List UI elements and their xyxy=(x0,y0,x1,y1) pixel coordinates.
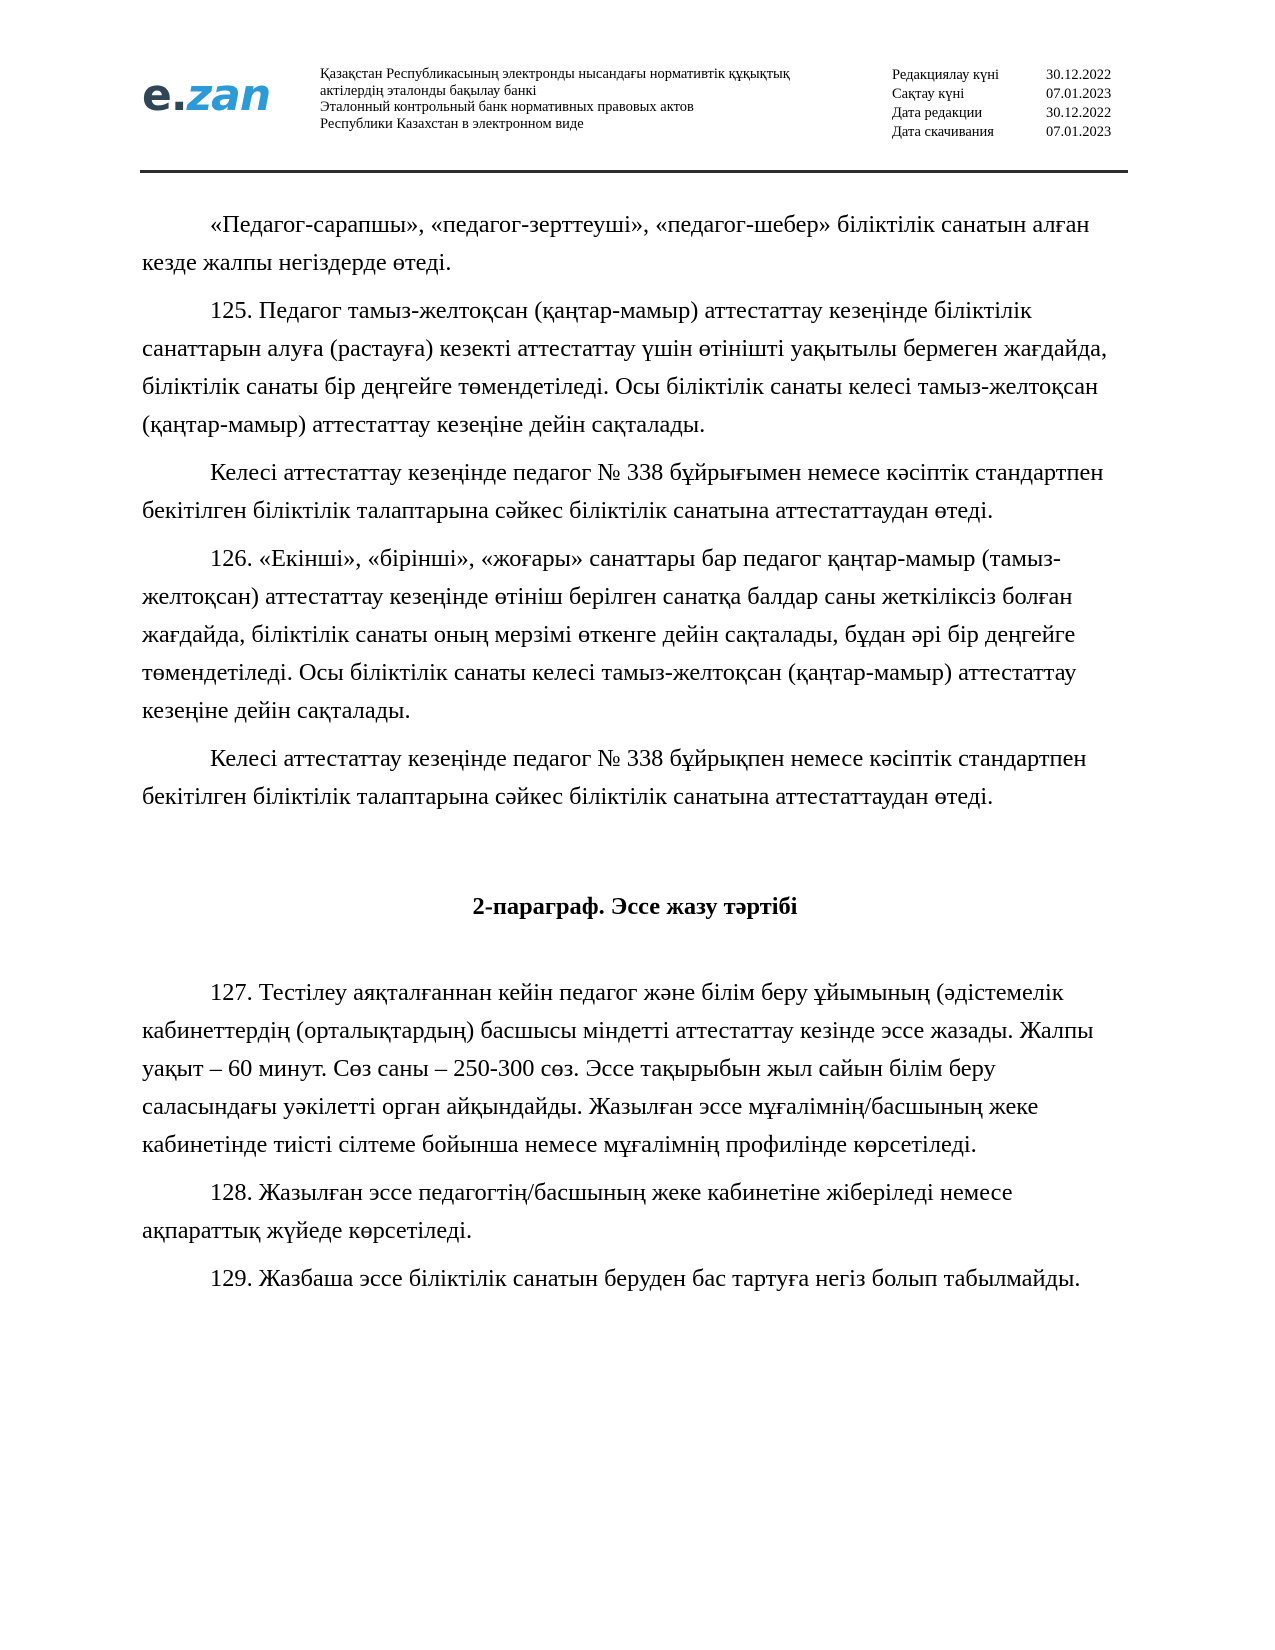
paragraph: 125. Педагог тамыз-желтоқсан (қаңтар-мамыр) аттестаттау кезеңінде біліктілік санаттарын алуға (растауға) кезекті аттестаттау үшін өтінішті уақытылы бермеген жағдайда, біліктілік санаты бір деңгейге төмендетіледі. Осы біліктілік санаты келесі тамыз-желтоқсан (қаңтар-мамыр) аттестаттау кезеңіне дейін сақталады. xyxy=(142,297,1108,438)
meta-row xyxy=(892,66,1111,85)
paragraph: 128. Жазылған эссе педагогтің/басшының жеке кабинетіне жіберіледі немесе ақпараттық жүйеде көрсетіледі. xyxy=(142,1179,1013,1244)
meta-label: Редакциялау күні xyxy=(892,67,1000,83)
document-header xyxy=(142,62,1128,162)
paragraph: 129. Жазбаша эссе біліктілік санатын беруден бас тартуға негіз болып табылмайды. xyxy=(210,1265,1081,1292)
meta-value: 07.01.2023 xyxy=(1046,124,1112,140)
paragraph: 126. «Екінші», «бірінші», «жоғары» санаттары бар педагог қаңтар-мамыр (тамыз-желтоқсан) аттестаттау кезеңінде өтініш берілген санатқа балдар саны жеткіліксіз болған жағдайда, біліктілік санаты оның мерзімі өткенге дейін сақталады, бұдан әрі бір деңгейге төмендетіледі. Осы біліктілік санаты келесі тамыз-желтоқсан (қаңтар-мамыр) аттестаттау кезеңіне дейін сақталады. xyxy=(142,545,1077,724)
meta-value: 07.01.2023 xyxy=(1046,86,1112,102)
bank-line: Эталонный контрольный банк нормативных правовых актов xyxy=(320,99,694,115)
bank-line: Республики Казахстан в электронном виде xyxy=(320,115,584,132)
logo-prefix: e. xyxy=(142,70,187,121)
meta-row xyxy=(892,85,1111,104)
header-divider xyxy=(140,170,1128,173)
meta-label: Дата редакции xyxy=(892,105,983,121)
bank-title xyxy=(320,66,790,132)
ezan-logo xyxy=(142,70,271,121)
bank-line: актілердің эталонды бақылау банкі xyxy=(320,82,537,99)
paragraph: Келесі аттестаттау кезеңінде педагог № 338 бұйрықпен немесе кәсіптік стандартпен бекітілген біліктілік талаптарына сәйкес біліктілік санатына аттестаттаудан өтеді. xyxy=(142,745,1087,810)
paragraph: «Педагог-сарапшы», «педагог-зерттеуші», «педагог-шебер» біліктілік санатын алған кезде жалпы негіздерде өтеді. xyxy=(142,211,1090,276)
meta-value: 30.12.2022 xyxy=(1046,67,1112,83)
meta-row xyxy=(892,104,1111,123)
paragraph: Келесі аттестаттау кезеңінде педагог № 338 бұйрығымен немесе кәсіптік стандартпен бекітілген біліктілік талаптарына сәйкес біліктілік санатына аттестаттаудан өтеді. xyxy=(142,459,1104,524)
meta-value: 30.12.2022 xyxy=(1046,105,1112,121)
meta-row xyxy=(892,123,1111,142)
document-meta xyxy=(892,66,1111,142)
paragraph: 127. Тестілеу аяқталғаннан кейін педагог және білім беру ұйымының (әдістемелік кабинеттердің (орталықтардың) басшысы міндетті аттестаттау кезінде эссе жазады. Жалпы уақыт – 60 минут. Сөз саны – 250-300 сөз. Эссе тақырыбын жыл сайын білім беру саласындағы уәкілетті орган айқындайды. Жазылған эссе мұғалімнің/басшының жеке кабинетінде тиісті сілтеме бойынша немесе мұғалімнің профилінде көрсетіледі. xyxy=(142,979,1094,1158)
logo-suffix: zan xyxy=(186,70,271,121)
meta-label: Сақтау күні xyxy=(892,86,965,102)
document-body xyxy=(142,206,1128,1308)
section-title: 2-параграф. Эссе жазу тәртібі xyxy=(472,893,798,920)
bank-line: Қазақстан Республикасының электронды нысандағы нормативтік құқықтық xyxy=(320,66,790,82)
meta-label: Дата скачивания xyxy=(892,124,994,140)
